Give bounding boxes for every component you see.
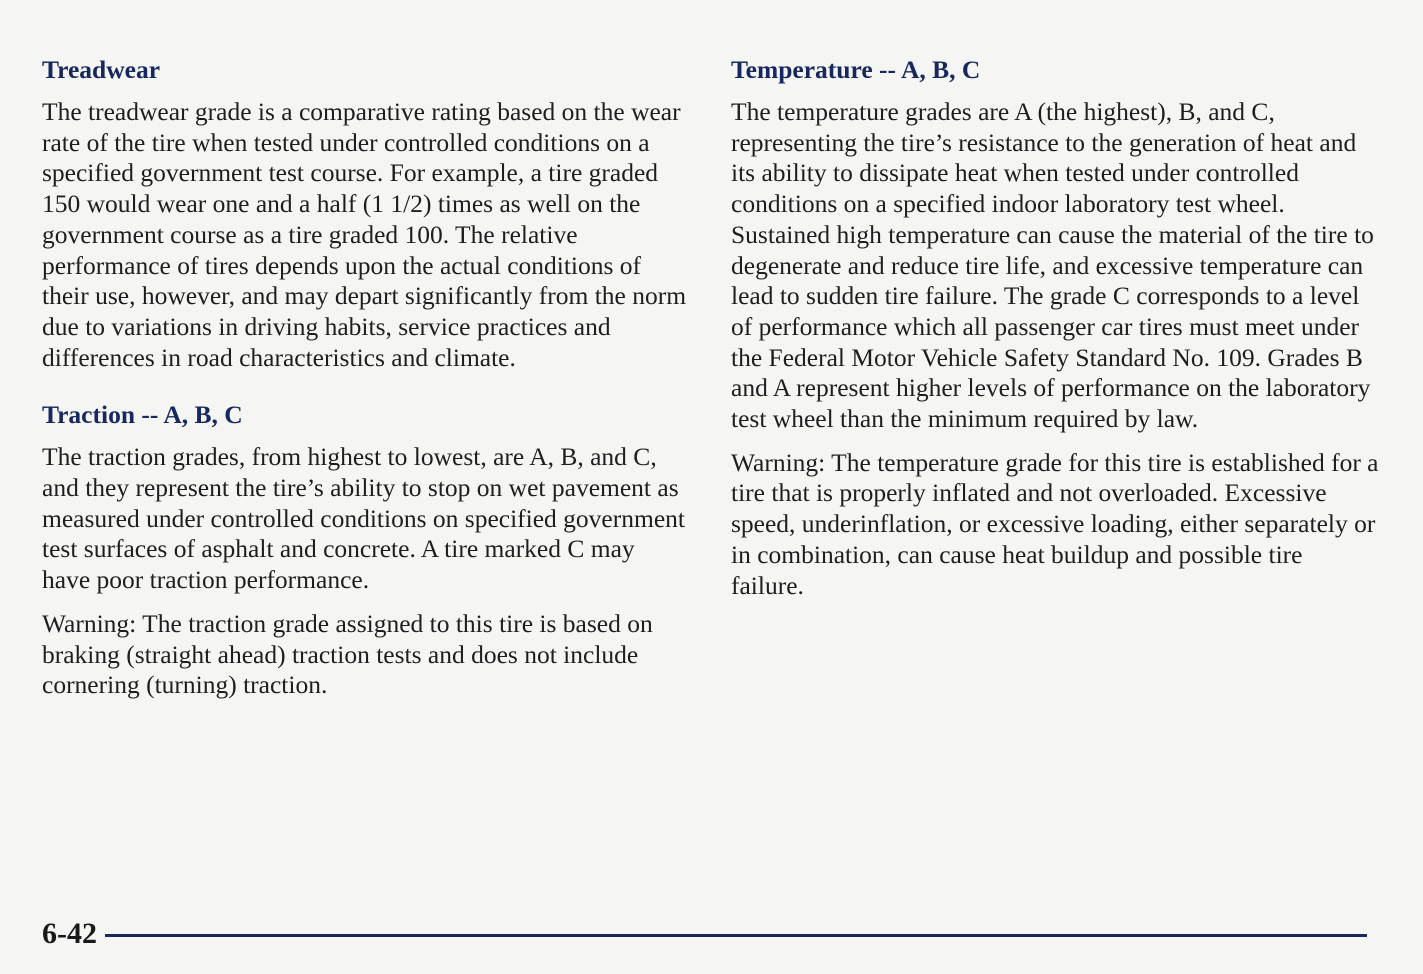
temperature-heading: Temperature -- A, B, C — [731, 55, 981, 84]
treadwear-section — [42, 52, 687, 373]
temperature-body: The temperature grades are A (the highest), B, and C, representing the tire’s resistance to the generation of heat and its ability to dissipate heat when tested under controlled conditions on a specified indoor laboratory test wheel. Sustained high temperature can cause the material of the tire to degenerate and reduce tire life, and excessive temperature can lead to sudden tire failure. The grade C corresponds to a level of performance which all passenger car tires must meet under the Federal Motor Vehicle Safety Standard No. 109. Grades B and A represent higher levels of performance on the laboratory test wheel than the minimum required by law. — [731, 97, 1374, 434]
temperature-section — [731, 52, 1381, 601]
traction-body: The traction grades, from highest to lowest, are A, B, and C, and they represent the tire’s ability to stop on wet pavement as measured under controlled conditions on specified government test surfaces of asphalt and concrete. A tire marked C may have poor traction performance. — [42, 442, 685, 595]
temperature-warning: Warning: The temperature grade for this tire is established for a tire that is properly inflated and not overloaded. Excessive speed, underinflation, or excessive loading, either separately or in combination, can cause heat buildup and possible tire failure. — [731, 447, 1379, 600]
traction-warning: Warning: The traction grade assigned to this tire is based on braking (straight ahead) traction tests and does not include cornering (turning) traction. — [42, 608, 653, 700]
page-footer — [42, 910, 1367, 958]
footer-rule — [105, 934, 1367, 937]
left-column — [42, 52, 687, 701]
right-column — [731, 52, 1381, 601]
treadwear-heading: Treadwear — [42, 55, 161, 84]
treadwear-body: The treadwear grade is a comparative rating based on the wear rate of the tire when tested under controlled conditions on a specified government test course. For example, a tire graded 150 would wear one and a half (1 1/2) times as well on the government course as a tire graded 100. The relative performance of tires depends upon the actual conditions of their use, however, and may depart significantly from the norm due to variations in driving habits, service practices and differences in road characteristics and climate. — [42, 97, 687, 372]
traction-heading: Traction -- A, B, C — [42, 400, 243, 430]
page-number: 6-42 — [42, 917, 97, 950]
traction-section — [42, 397, 687, 701]
